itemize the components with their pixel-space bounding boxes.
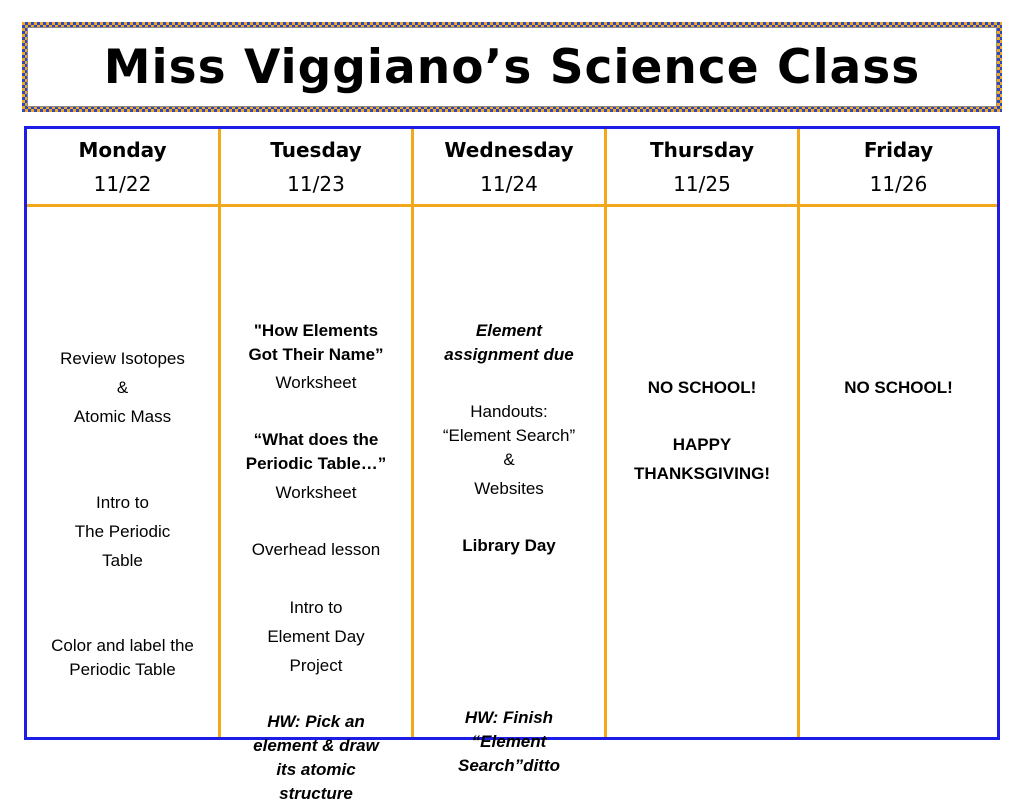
activity-line: & [503,450,515,469]
activity-line: Element Day [267,627,365,646]
activity-line: HAPPY [672,435,732,454]
homework-line: Search”ditto [457,756,561,775]
title-banner [22,22,1002,112]
day-date: 11/26 [869,172,928,196]
header-thursday [607,129,800,207]
activity-line: Overhead lesson [251,540,381,559]
activity-line: Review Isotopes [60,349,185,368]
title-box [27,27,997,107]
activity-line: Project [289,656,343,675]
day-date: 11/22 [93,172,152,196]
activity-line: Worksheet [275,373,357,392]
day-name: Wednesday [444,138,574,162]
activity-line: "How Elements [253,321,379,340]
weekly-schedule-table [24,126,1000,803]
activity-line: Color and label the [51,636,194,655]
day-date: 11/24 [480,172,538,196]
activity-line: Periodic Table [69,660,176,679]
header-wednesday [414,129,607,207]
header-monday [27,129,221,207]
homework-line: “Element [471,732,547,751]
day-date: 11/25 [673,172,731,196]
activity-line: Intro to [96,493,149,512]
homework-line: structure [279,784,353,803]
activity-line: THANKSGIVING! [634,464,770,483]
homework-line: element & draw [253,736,379,755]
activity-line: Element [475,321,543,340]
activity-line: Table [102,551,143,570]
activity-line: “What does the [253,430,379,449]
activity-line: “Element Search” [442,426,576,445]
day-date: 11/23 [287,172,345,196]
day-name: Monday [78,138,167,162]
activity-line: NO SCHOOL! [844,378,953,397]
day-name: Tuesday [270,138,362,162]
homework-line: HW: Finish [464,708,554,727]
activity-line: Library Day [462,536,556,555]
activity-line: & [116,378,129,397]
activity-line: Atomic Mass [73,407,172,426]
header-tuesday [221,129,414,207]
friday-activities [800,207,997,737]
activity-line: The Periodic [74,522,171,541]
activity-line: Handouts: [470,402,548,421]
activity-line: Websites [474,479,544,498]
day-name: Friday [863,138,934,162]
monday-activities [27,207,221,737]
page-title: Miss Viggiano’s Science Class [103,39,921,95]
activity-line: assignment due [444,345,574,364]
homework-line: its atomic [276,760,356,779]
activity-line: NO SCHOOL! [647,378,757,397]
activity-line: Periodic Table…” [245,454,387,473]
activity-line: Got Their Name” [248,345,384,364]
wednesday-activities [414,207,607,775]
activity-line: Intro to [289,598,343,617]
day-name: Thursday [649,138,755,162]
homework-line: HW: Pick an [267,712,365,731]
activity-line: Worksheet [275,483,357,502]
header-friday [800,129,997,207]
thursday-activities [607,207,800,737]
tuesday-activities [221,207,414,803]
